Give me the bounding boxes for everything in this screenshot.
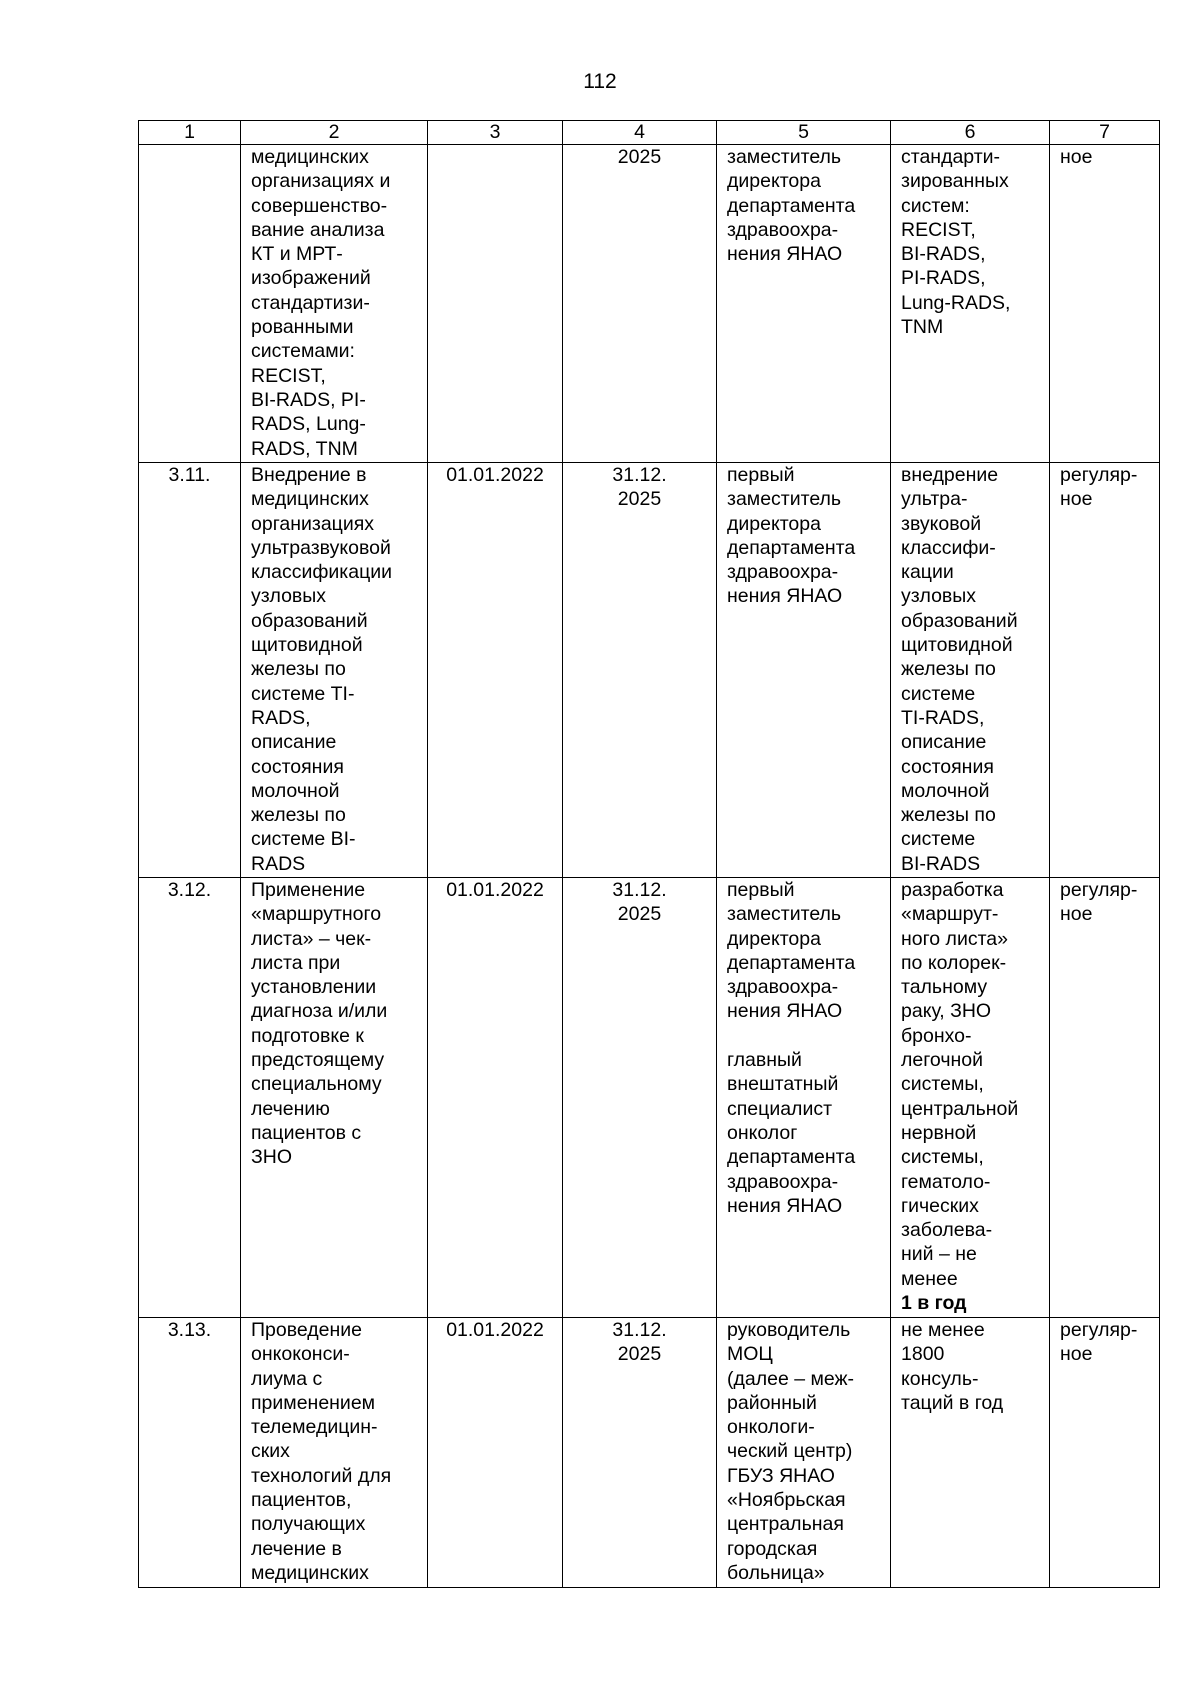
cell-end-date: 31.12. 2025 (563, 878, 717, 1318)
header-row (139, 121, 1160, 145)
cell-end-date: 31.12. 2025 (563, 463, 717, 878)
cell-result: не менее 1800 консуль- таций в год (891, 1318, 1050, 1588)
cell-periodicity: ное (1050, 145, 1160, 463)
table-row (139, 145, 1160, 463)
plan-table (138, 120, 1160, 1588)
cell-number (139, 145, 241, 463)
cell-result: стандарти- зированных систем: RECIST, BI-RADS, PI-RADS, Lung-RADS, TNM (891, 145, 1050, 463)
cell-number: 3.12. (139, 878, 241, 1318)
cell-responsible: первый заместитель директора департамента здравоохра- нения ЯНАО главный внештатный специалист онколог департамента здравоохра- нения ЯНАО (717, 878, 891, 1318)
cell-activity: медицинских организациях и совершенство- вание анализа КТ и МРТ- изображений стандартизи- рованными системами: RECIST, BI-RADS, PI- RADS, Lung- RADS, TNM (241, 145, 428, 463)
column-header-1: 1 (139, 121, 241, 145)
cell-result (891, 878, 1050, 1318)
cell-responsible: заместитель директора департамента здравоохра- нения ЯНАО (717, 145, 891, 463)
table-row (139, 878, 1160, 1318)
cell-responsible: руководитель МОЦ (далее – меж- районный онкологи- ческий центр) ГБУЗ ЯНАО «Ноябрьская центральная городская больница» (717, 1318, 891, 1588)
cell-responsible: первый заместитель директора департамента здравоохра- нения ЯНАО (717, 463, 891, 878)
cell-start-date: 01.01.2022 (428, 463, 563, 878)
cell-activity: Проведение онкоконси- лиума с применением телемедицин- ских технологий для пациентов, получающих лечение в медицинских (241, 1318, 428, 1588)
cell-end-date: 2025 (563, 145, 717, 463)
column-header-2: 2 (241, 121, 428, 145)
cell-end-date: 31.12. 2025 (563, 1318, 717, 1588)
cell-periodicity: регуляр- ное (1050, 878, 1160, 1318)
cell-periodicity: регуляр- ное (1050, 1318, 1160, 1588)
column-header-6: 6 (891, 121, 1050, 145)
cell-result-emphasis: 1 в год (901, 1292, 967, 1315)
cell-start-date: 01.01.2022 (428, 878, 563, 1318)
table-row (139, 1318, 1160, 1588)
cell-start-date (428, 145, 563, 463)
cell-result: внедрение ультра- звуковой классифи- кации узловых образований щитовидной железы по системе TI-RADS, описание состояния молочной железы по системе BI-RADS (891, 463, 1050, 878)
column-header-7: 7 (1050, 121, 1160, 145)
cell-number: 3.13. (139, 1318, 241, 1588)
cell-activity: Внедрение в медицинских организациях ультразвуковой классификации узловых образований щитовидной железы по системе TI- RADS, описание состояния молочной железы по системе BI- RADS (241, 463, 428, 878)
cell-result-text: разработка «маршрут- ного листа» по колорек- тальному раку, ЗНО бронхо- легочной системы, центральной нервной системы, гематоло- гических заболева- ний – не менее (901, 879, 1019, 1290)
cell-activity: Применение «маршрутного листа» – чек- листа при установлении диагноза и/или подготовке к предстоящему специальному лечению пациентов с ЗНО (241, 878, 428, 1318)
column-header-4: 4 (563, 121, 717, 145)
cell-start-date: 01.01.2022 (428, 1318, 563, 1588)
cell-number: 3.11. (139, 463, 241, 878)
cell-periodicity: регуляр- ное (1050, 463, 1160, 878)
column-header-5: 5 (717, 121, 891, 145)
column-header-3: 3 (428, 121, 563, 145)
page-number: 112 (583, 70, 617, 93)
table-row (139, 463, 1160, 878)
